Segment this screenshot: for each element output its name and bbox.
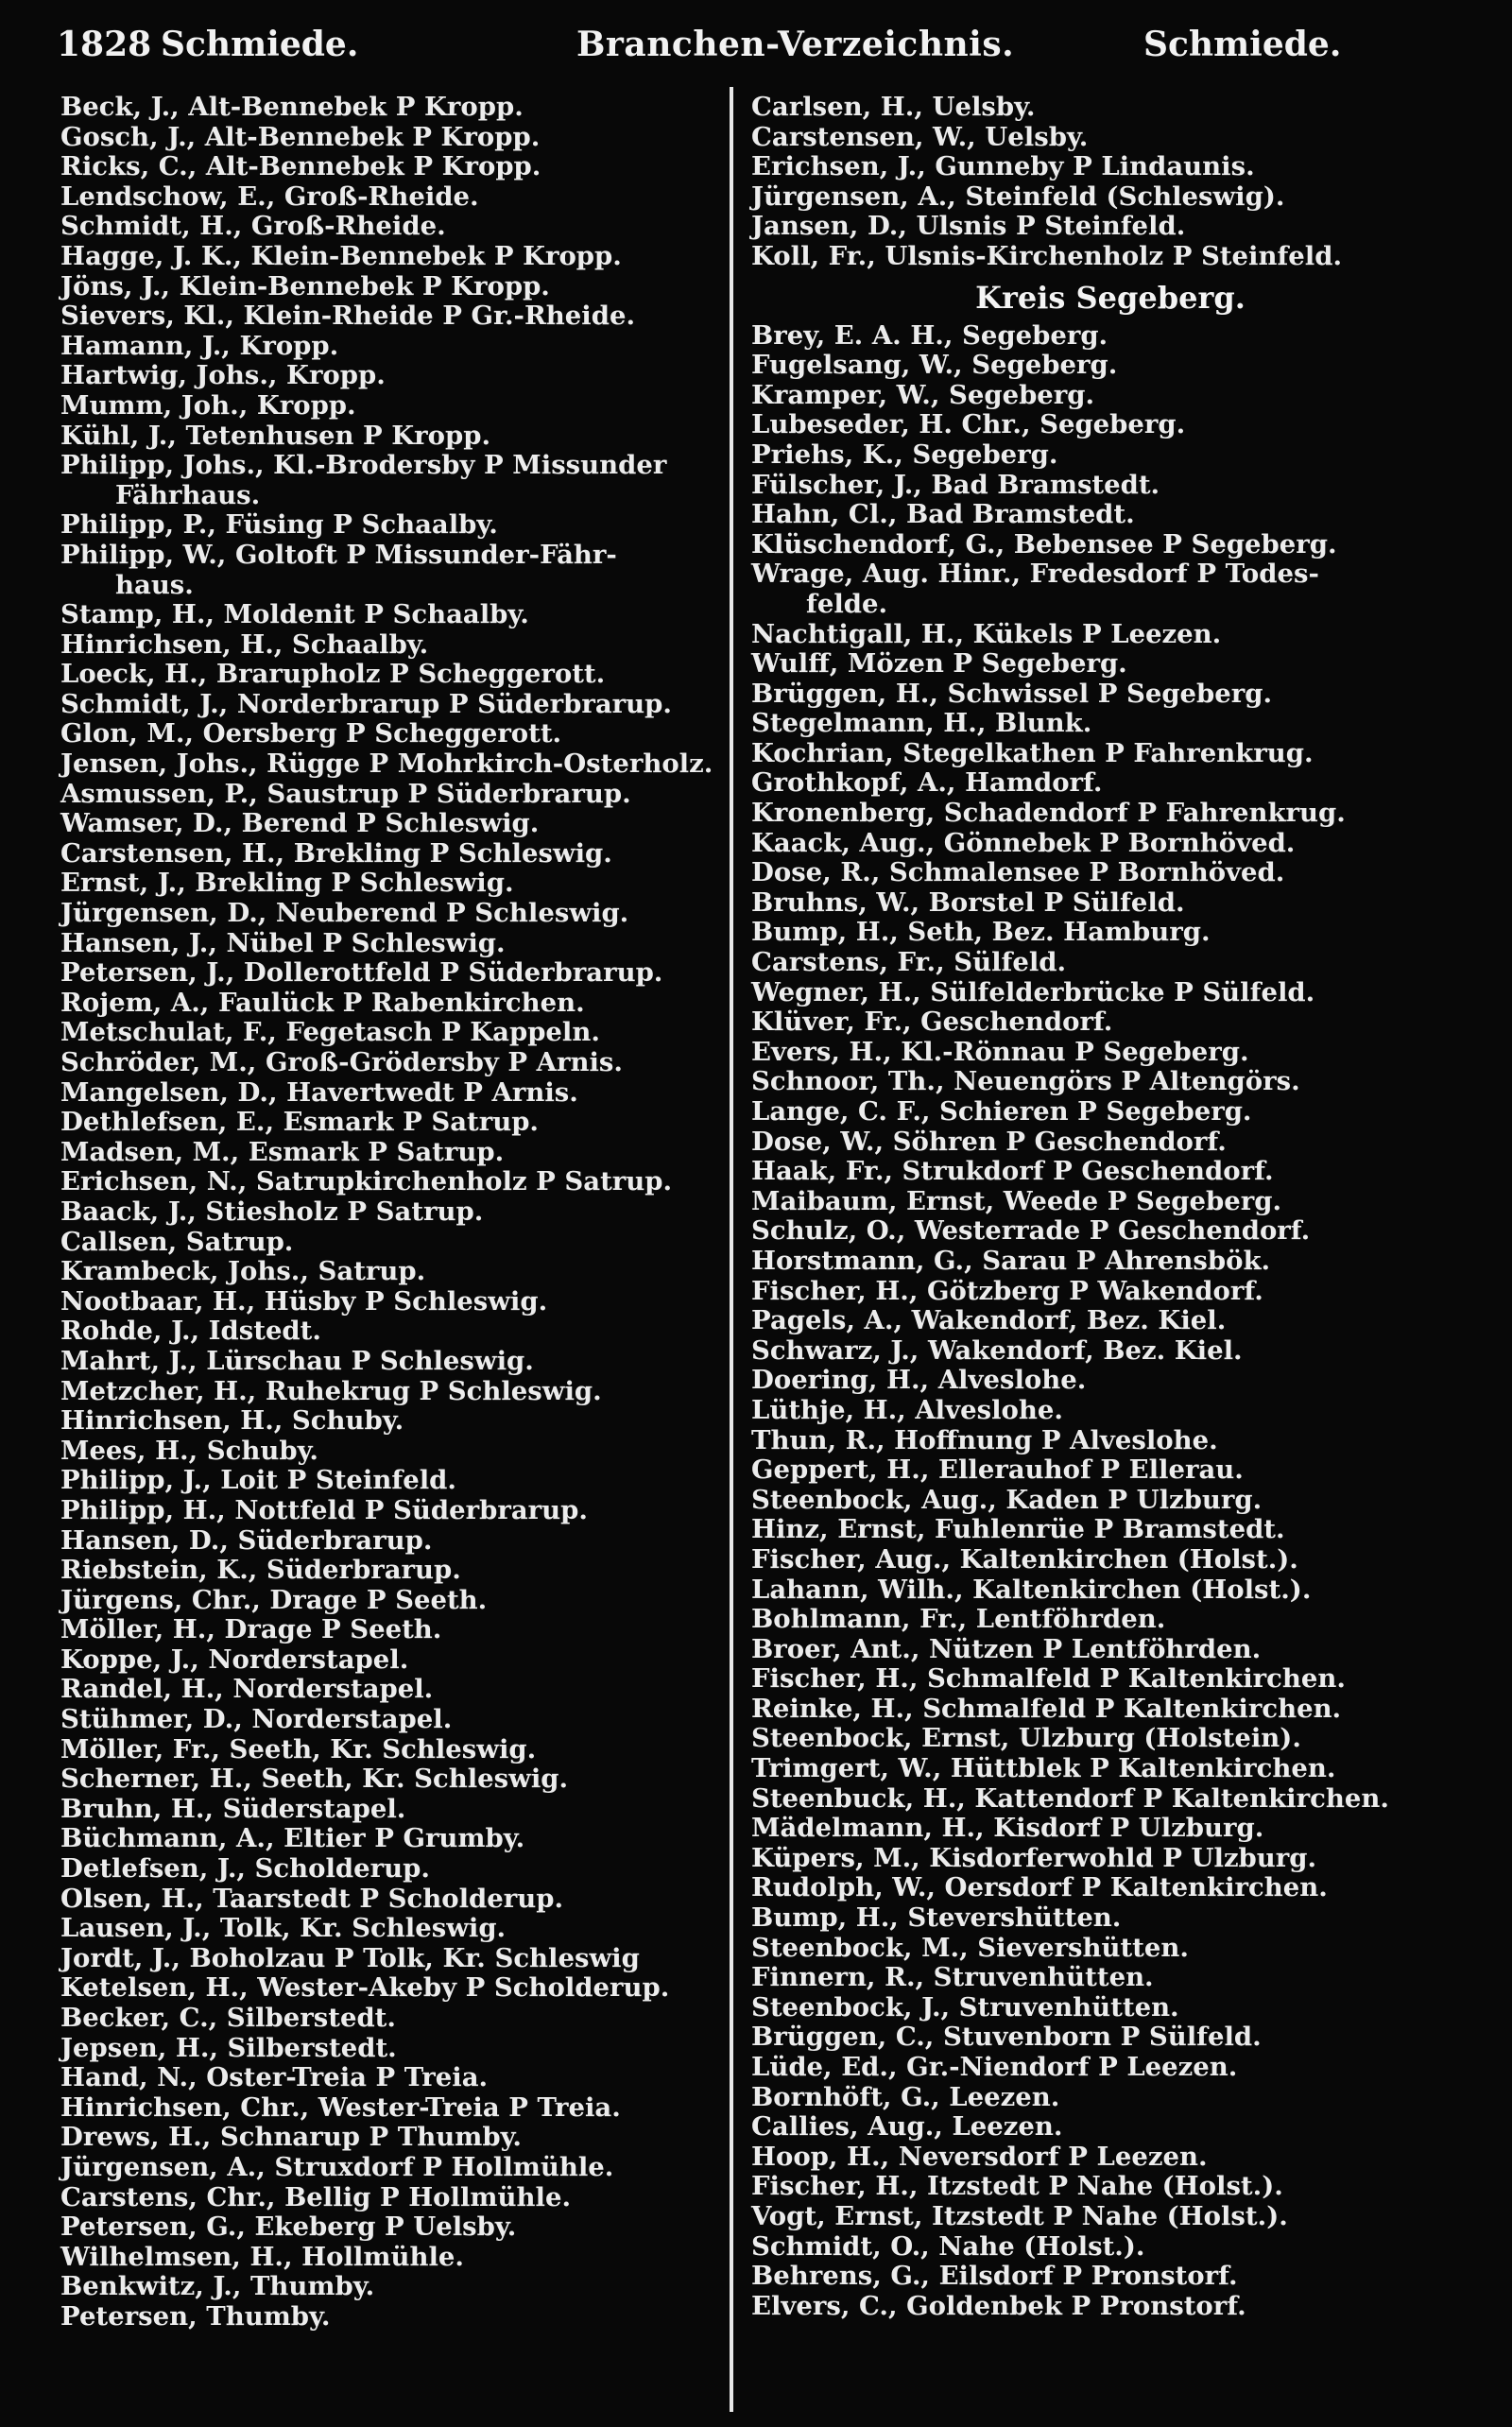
directory-entry: Lange, C. F., Schieren P Segeberg. — [751, 1096, 1252, 1127]
directory-entry: Lausen, J., Tolk, Kr. Schleswig. — [60, 1913, 507, 1944]
directory-entry: Jepsen, H., Silberstedt. — [60, 2032, 397, 2063]
directory-entry: Haak, Fr., Strukdorf P Geschendorf. — [751, 1156, 1274, 1187]
right-column — [751, 93, 1469, 2321]
directory-entry: Loeck, H., Brarupholz P Scheggerott. — [60, 659, 606, 690]
directory-entry: Callies, Aug., Leezen. — [751, 2111, 1063, 2143]
directory-entry: Bruhns, W., Borstel P Sülfeld. — [751, 886, 1185, 918]
directory-entry: Becker, C., Silberstedt. — [60, 2003, 396, 2033]
section-title: Kreis Segeberg. — [975, 279, 1246, 316]
directory-entry: Schulz, O., Westerrade P Geschendorf. — [751, 1215, 1311, 1247]
directory-entry: Scherner, H., Seeth, Kr. Schleswig. — [60, 1764, 569, 1795]
directory-entry: Horstmann, G., Sarau P Ahrensbök. — [751, 1245, 1271, 1276]
directory-entry: Madsen, M., Esmark P Satrup. — [60, 1136, 505, 1167]
running-head-right: Schmiede. — [1143, 25, 1342, 64]
directory-entry: Riebstein, K., Süderbrarup. — [60, 1555, 461, 1586]
directory-entry: Jürgensen, D., Neuberend P Schleswig. — [60, 898, 629, 929]
directory-entry: Asmussen, P., Saustrup P Süderbrarup. — [60, 778, 631, 809]
directory-entry: Mangelsen, D., Havertwedt P Arnis. — [60, 1076, 578, 1108]
directory-entry: Behrens, G., Eilsdorf P Pronstorf. — [751, 2261, 1238, 2292]
directory-entry: Hartwig, Johs., Kropp. — [60, 360, 386, 391]
directory-entry: Doering, H., Alveslohe. — [751, 1365, 1087, 1396]
directory-entry: Schmidt, J., Norderbrarup P Süderbrarup. — [60, 688, 672, 719]
directory-entry: Philipp, W., Goltoft P Missunder-Fähr- haus. — [60, 539, 617, 600]
directory-entry: Küpers, M., Kisdorferwohld P Ulzburg. — [751, 1842, 1317, 1873]
directory-entry: Jordt, J., Boholzau P Tolk, Kr. Schleswig — [60, 1942, 640, 1973]
directory-entry: Lahann, Wilh., Kaltenkirchen (Holst.). — [751, 1574, 1312, 1605]
directory-entry: Philipp, P., Füsing P Schaalby. — [60, 509, 498, 541]
directory-entry: Gosch, J., Alt-Bennebek P Kropp. — [60, 121, 541, 152]
directory-entry: Glon, M., Oersberg P Scheggerott. — [60, 718, 562, 749]
directory-entry: Dethlefsen, E., Esmark P Satrup. — [60, 1107, 540, 1138]
directory-entry: Fischer, H., Schmalfeld P Kaltenkirchen. — [751, 1663, 1346, 1695]
directory-entry: Sievers, Kl., Klein-Rheide P Gr.-Rheide. — [60, 301, 636, 332]
directory-entry: Carlsen, H., Uelsby. — [751, 92, 1036, 122]
directory-entry: Hagge, J. K., Klein-Bennebek P Kropp. — [60, 240, 622, 271]
directory-entry: Steenbuck, H., Kattendorf P Kaltenkirchen. — [751, 1782, 1389, 1814]
directory-entry: Koppe, J., Norderstapel. — [60, 1644, 409, 1675]
directory-entry: Carstens, Fr., Sülfeld. — [751, 947, 1067, 978]
directory-entry: Trimgert, W., Hüttblek P Kaltenkirchen. — [751, 1753, 1336, 1784]
directory-entry: Stegelmann, H., Blunk. — [751, 708, 1092, 739]
right-column-top-entries — [751, 93, 1469, 272]
directory-entry: Wulff, Mözen P Segeberg. — [751, 648, 1127, 680]
directory-entry: Lüde, Ed., Gr.-Niendorf P Leezen. — [751, 2052, 1238, 2082]
directory-entry: Schwarz, J., Wakendorf, Bez. Kiel. — [751, 1334, 1243, 1366]
directory-entry: Steenbock, J., Struvenhütten. — [751, 1991, 1179, 2022]
directory-entry: Philipp, Johs., Kl.-Brodersby P Missunder Fährhaus. — [60, 450, 667, 510]
directory-entry: Brey, E. A. H., Segeberg. — [751, 319, 1108, 351]
directory-entry: Schröder, M., Groß-Grödersby P Arnis. — [60, 1047, 623, 1077]
directory-entry: Kochrian, Stegelkathen P Fahrenkrug. — [751, 737, 1314, 768]
directory-entry: Thun, R., Hoffnung P Alveslohe. — [751, 1424, 1218, 1455]
directory-entry: Stühmer, D., Norderstapel. — [60, 1704, 453, 1735]
directory-entry: Fischer, H., Itzstedt P Nahe (Holst.). — [751, 2171, 1283, 2202]
directory-entry: Beck, J., Alt-Bennebek P Kropp. — [60, 92, 524, 122]
directory-entry: Ketelsen, H., Wester-Akeby P Scholderup. — [60, 1972, 670, 2004]
directory-entry: Jansen, D., Ulsnis P Steinfeld. — [751, 211, 1186, 242]
directory-entry: Wegner, H., Sülfelderbrücke P Sülfeld. — [751, 976, 1315, 1007]
directory-entry: Geppert, H., Ellerauhof P Ellerau. — [751, 1454, 1244, 1486]
directory-entry: Jöns, J., Klein-Bennebek P Kropp. — [60, 270, 550, 301]
directory-entry: Vogt, Ernst, Itzstedt P Nahe (Holst.). — [751, 2200, 1288, 2231]
directory-entry: Bump, H., Stevershütten. — [751, 1902, 1122, 1934]
directory-entry: Schmidt, H., Groß-Rheide. — [60, 211, 446, 242]
directory-entry: Mahrt, J., Lürschau P Schleswig. — [60, 1345, 534, 1376]
directory-entry: Hinrichsen, H., Schuby. — [60, 1405, 404, 1437]
directory-entry: Bornhöft, G., Leezen. — [751, 2081, 1060, 2112]
directory-entry: Hansen, D., Süderbrarup. — [60, 1524, 433, 1556]
directory-entry: Jensen, Johs., Rügge P Mohrkirch-Osterholz. — [60, 749, 713, 780]
directory-entry: Erichsen, J., Gunneby P Lindaunis. — [751, 151, 1255, 182]
directory-entry: Callsen, Satrup. — [60, 1226, 294, 1257]
directory-entry: Maibaum, Ernst, Weede P Segeberg. — [751, 1185, 1282, 1216]
directory-entry: Mumm, Joh., Kropp. — [60, 389, 356, 421]
directory-entry: Fischer, Aug., Kaltenkirchen (Holst.). — [751, 1543, 1298, 1575]
directory-entry: Jürgensen, A., Steinfeld (Schleswig). — [751, 181, 1285, 212]
directory-entry: Hansen, J., Nübel P Schleswig. — [60, 927, 506, 958]
running-head-left: Schmiede. — [161, 25, 359, 64]
directory-entry: Hamann, J., Kropp. — [60, 330, 339, 361]
directory-entry: Randel, H., Norderstapel. — [60, 1674, 434, 1705]
directory-entry: Klüschendorf, G., Bebensee P Segeberg. — [751, 528, 1337, 559]
directory-entry: Hinrichsen, Chr., Wester-Treia P Treia. — [60, 2091, 621, 2123]
directory-entry: Ricks, C., Alt-Bennebek P Kropp. — [60, 151, 541, 182]
directory-entry: Kühl, J., Tetenhusen P Kropp. — [60, 420, 491, 451]
directory-entry: Detlefsen, J., Scholderup. — [60, 1853, 430, 1885]
directory-entry: Jürgens, Chr., Drage P Seeth. — [60, 1584, 488, 1615]
running-head-center: Branchen-Verzeichnis. — [576, 25, 1015, 64]
directory-entry: Olsen, H., Taarstedt P Scholderup. — [60, 1883, 564, 1914]
directory-entry: Benkwitz, J., Thumby. — [60, 2271, 375, 2302]
page-number: 1828 — [57, 25, 152, 64]
directory-entry: Evers, H., Kl.-Rönnau P Segeberg. — [751, 1036, 1249, 1067]
directory-entry: Rojem, A., Faulück P Rabenkirchen. — [60, 987, 585, 1018]
directory-entry: Möller, H., Drage P Seeth. — [60, 1614, 442, 1645]
directory-entry: Philipp, H., Nottfeld P Süderbrarup. — [60, 1494, 588, 1525]
directory-entry: Petersen, Thumby. — [60, 2300, 331, 2332]
directory-entry: Wamser, D., Berend P Schleswig. — [60, 808, 540, 839]
directory-entry: Mees, H., Schuby. — [60, 1435, 318, 1466]
directory-entry: Steenbock, M., Sievershütten. — [751, 1932, 1189, 1963]
directory-entry: Mädelmann, H., Kisdorf P Ulzburg. — [751, 1813, 1264, 1844]
directory-entry: Ernst, J., Brekling P Schleswig. — [60, 868, 514, 899]
directory-entry: Dose, R., Schmalensee P Bornhöved. — [751, 857, 1285, 888]
directory-entry: Fischer, H., Götzberg P Wakendorf. — [751, 1275, 1263, 1306]
directory-entry: Schnoor, Th., Neuengörs P Altengörs. — [751, 1066, 1300, 1097]
directory-entry: Petersen, G., Ekeberg P Uelsby. — [60, 2212, 517, 2243]
directory-entry: Bump, H., Seth, Bez. Hamburg. — [751, 917, 1211, 948]
directory-entry: Krambeck, Johs., Satrup. — [60, 1256, 426, 1287]
directory-entry: Lendschow, E., Groß-Rheide. — [60, 181, 479, 212]
directory-entry: Grothkopf, A., Hamdorf. — [751, 767, 1103, 799]
directory-entry: Reinke, H., Schmalfeld P Kaltenkirchen. — [751, 1693, 1342, 1724]
directory-entry: Kaack, Aug., Gönnebek P Bornhöved. — [751, 827, 1296, 858]
directory-entry: Büchmann, A., Eltier P Grumby. — [60, 1823, 525, 1854]
directory-entry: Hinz, Ernst, Fuhlenrüe P Bramstedt. — [751, 1514, 1285, 1545]
directory-entry: Brüggen, C., Stuvenborn P Sülfeld. — [751, 2022, 1262, 2053]
directory-entry: Kronenberg, Schadendorf P Fahrenkrug. — [751, 798, 1346, 829]
directory-entry: Metschulat, F., Fegetasch P Kappeln. — [60, 1017, 600, 1048]
directory-entry: Nootbaar, H., Hüsby P Schleswig. — [60, 1285, 548, 1317]
directory-entry: Carstensen, H., Brekling P Schleswig. — [60, 837, 612, 869]
directory-entry: Brüggen, H., Schwissel P Segeberg. — [751, 678, 1273, 709]
directory-entry: Lüthje, H., Alveslohe. — [751, 1394, 1063, 1425]
directory-entry: Nachtigall, H., Kükels P Leezen. — [751, 618, 1222, 649]
directory-entry: Kramper, W., Segeberg. — [751, 379, 1095, 410]
directory-entry: Baack, J., Stiesholz P Satrup. — [60, 1196, 484, 1227]
directory-entry: Finnern, R., Struvenhütten. — [751, 1962, 1154, 1993]
directory-entry: Hoop, H., Neversdorf P Leezen. — [751, 2141, 1208, 2172]
directory-entry: Pagels, A., Wakendorf, Bez. Kiel. — [751, 1305, 1227, 1336]
column-divider — [730, 87, 733, 2412]
directory-entry: Fugelsang, W., Segeberg. — [751, 350, 1118, 381]
directory-entry: Petersen, J., Dollerottfeld P Süderbrarup. — [60, 957, 663, 989]
directory-entry: Hinrichsen, H., Schaalby. — [60, 628, 429, 660]
directory-entry: Bruhn, H., Süderstapel. — [60, 1793, 406, 1824]
directory-entry: Steenbock, Ernst, Ulzburg (Holstein). — [751, 1723, 1301, 1754]
directory-entry: Broer, Ant., Nützen P Lentföhrden. — [751, 1633, 1262, 1664]
directory-entry: Hahn, Cl., Bad Bramstedt. — [751, 499, 1135, 530]
directory-entry: Drews, H., Schnarup P Thumby. — [60, 2122, 522, 2153]
directory-entry: Koll, Fr., Ulsnis-Kirchenholz P Steinfeld. — [751, 240, 1343, 271]
directory-entry: Dose, W., Söhren P Geschendorf. — [751, 1126, 1227, 1157]
directory-entry: Fülscher, J., Bad Bramstedt. — [751, 469, 1160, 500]
directory-entry: Erichsen, N., Satrupkirchenholz P Satrup. — [60, 1166, 673, 1197]
directory-entry: Bohlmann, Fr., Lentföhrden. — [751, 1604, 1166, 1635]
directory-entry: Steenbock, Aug., Kaden P Ulzburg. — [751, 1484, 1263, 1515]
right-column-bottom-entries — [751, 321, 1469, 2322]
directory-entry: Wrage, Aug. Hinr., Fredesdorf P Todes- felde. — [751, 559, 1319, 619]
directory-entry: Priehs, K., Segeberg. — [751, 439, 1058, 470]
directory-entry: Hand, N., Oster-Treia P Treia. — [60, 2062, 489, 2093]
directory-entry: Klüver, Fr., Geschendorf. — [751, 1007, 1113, 1038]
left-column — [60, 93, 722, 2332]
directory-entry: Elvers, C., Goldenbek P Pronstorf. — [751, 2290, 1246, 2321]
directory-entry: Lubeseder, H. Chr., Segeberg. — [751, 409, 1186, 440]
directory-entry: Metzcher, H., Ruhekrug P Schleswig. — [60, 1375, 602, 1406]
directory-entry: Rudolph, W., Oersdorf P Kaltenkirchen. — [751, 1872, 1328, 1903]
page-header — [57, 21, 1342, 77]
directory-entry: Carstens, Chr., Bellig P Hollmühle. — [60, 2181, 572, 2212]
directory-entry: Möller, Fr., Seeth, Kr. Schleswig. — [60, 1733, 537, 1764]
directory-entry: Stamp, H., Moldenit P Schaalby. — [60, 599, 529, 630]
directory-entry: Philipp, J., Loit P Steinfeld. — [60, 1465, 456, 1496]
directory-entry: Rohde, J., Idstedt. — [60, 1316, 321, 1347]
directory-entry: Wilhelmsen, H., Hollmühle. — [60, 2241, 464, 2272]
directory-entry: Schmidt, O., Nahe (Holst.). — [751, 2230, 1145, 2262]
directory-entry: Jürgensen, A., Struxdorf P Hollmühle. — [60, 2151, 614, 2182]
directory-entry: Carstensen, W., Uelsby. — [751, 121, 1089, 152]
